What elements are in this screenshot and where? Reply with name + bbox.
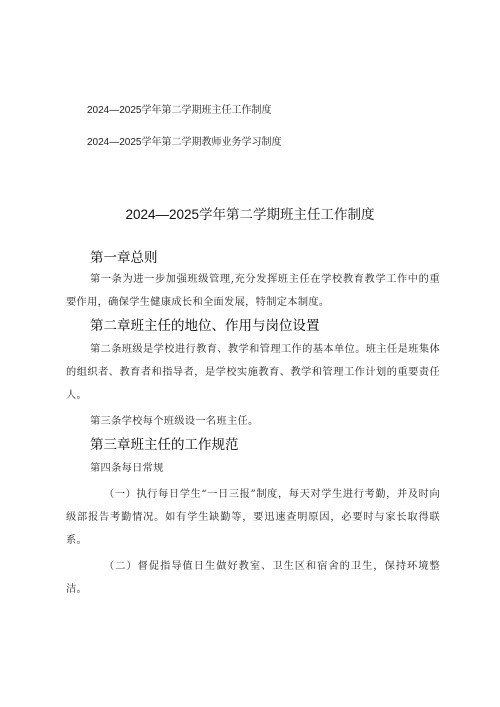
- daily-routine-item-2: （二）督促指导值日生做好教室、卫生区和宿舍的卫生，保持环境整洁。: [66, 561, 440, 595]
- article-2-paragraph: 第二条班级是学校进行教育、教学和管理工作的基本单位。班主任是班集体的组织者、教育者和指导者，是学校实施教育、教学和管理工作计划的重要责任人。: [66, 344, 440, 401]
- document-title: 2024—2025学年第二学期班主任工作制度: [125, 207, 375, 222]
- article-1-paragraph: 第一条为进一步加强班级管理,充分发挥班主任在学校教育教学工作中的重要作用，确保学生健康成长和全面发展，特制定本制度。: [66, 274, 440, 308]
- chapter-3-heading: 第三章班主任的工作规范: [90, 437, 239, 453]
- toc-item-teacher-study-system[interactable]: 2024—2025学年第二学期教师业务学习制度: [87, 137, 282, 148]
- article-3-paragraph: 第三条学校每个班级设一名班主任。: [90, 416, 259, 427]
- daily-routine-item-1: （一）执行每日学生“一日三报”制度，每天对学生进行考勤，并及时向级部报告考勤情况。如有学生缺勤等，要迅速查明原因，必要时与家长取得联系。: [66, 489, 440, 546]
- chapter-2-heading: 第二章班主任的地位、作用与岗位设置: [90, 318, 320, 334]
- document-body: [66, 248, 440, 601]
- article-4-heading: 第四条每日常规: [90, 463, 164, 474]
- chapter-1-heading: 第一章总则: [90, 250, 158, 266]
- toc-item-class-teacher-system[interactable]: 2024—2025学年第二学期班主任工作制度: [87, 105, 272, 116]
